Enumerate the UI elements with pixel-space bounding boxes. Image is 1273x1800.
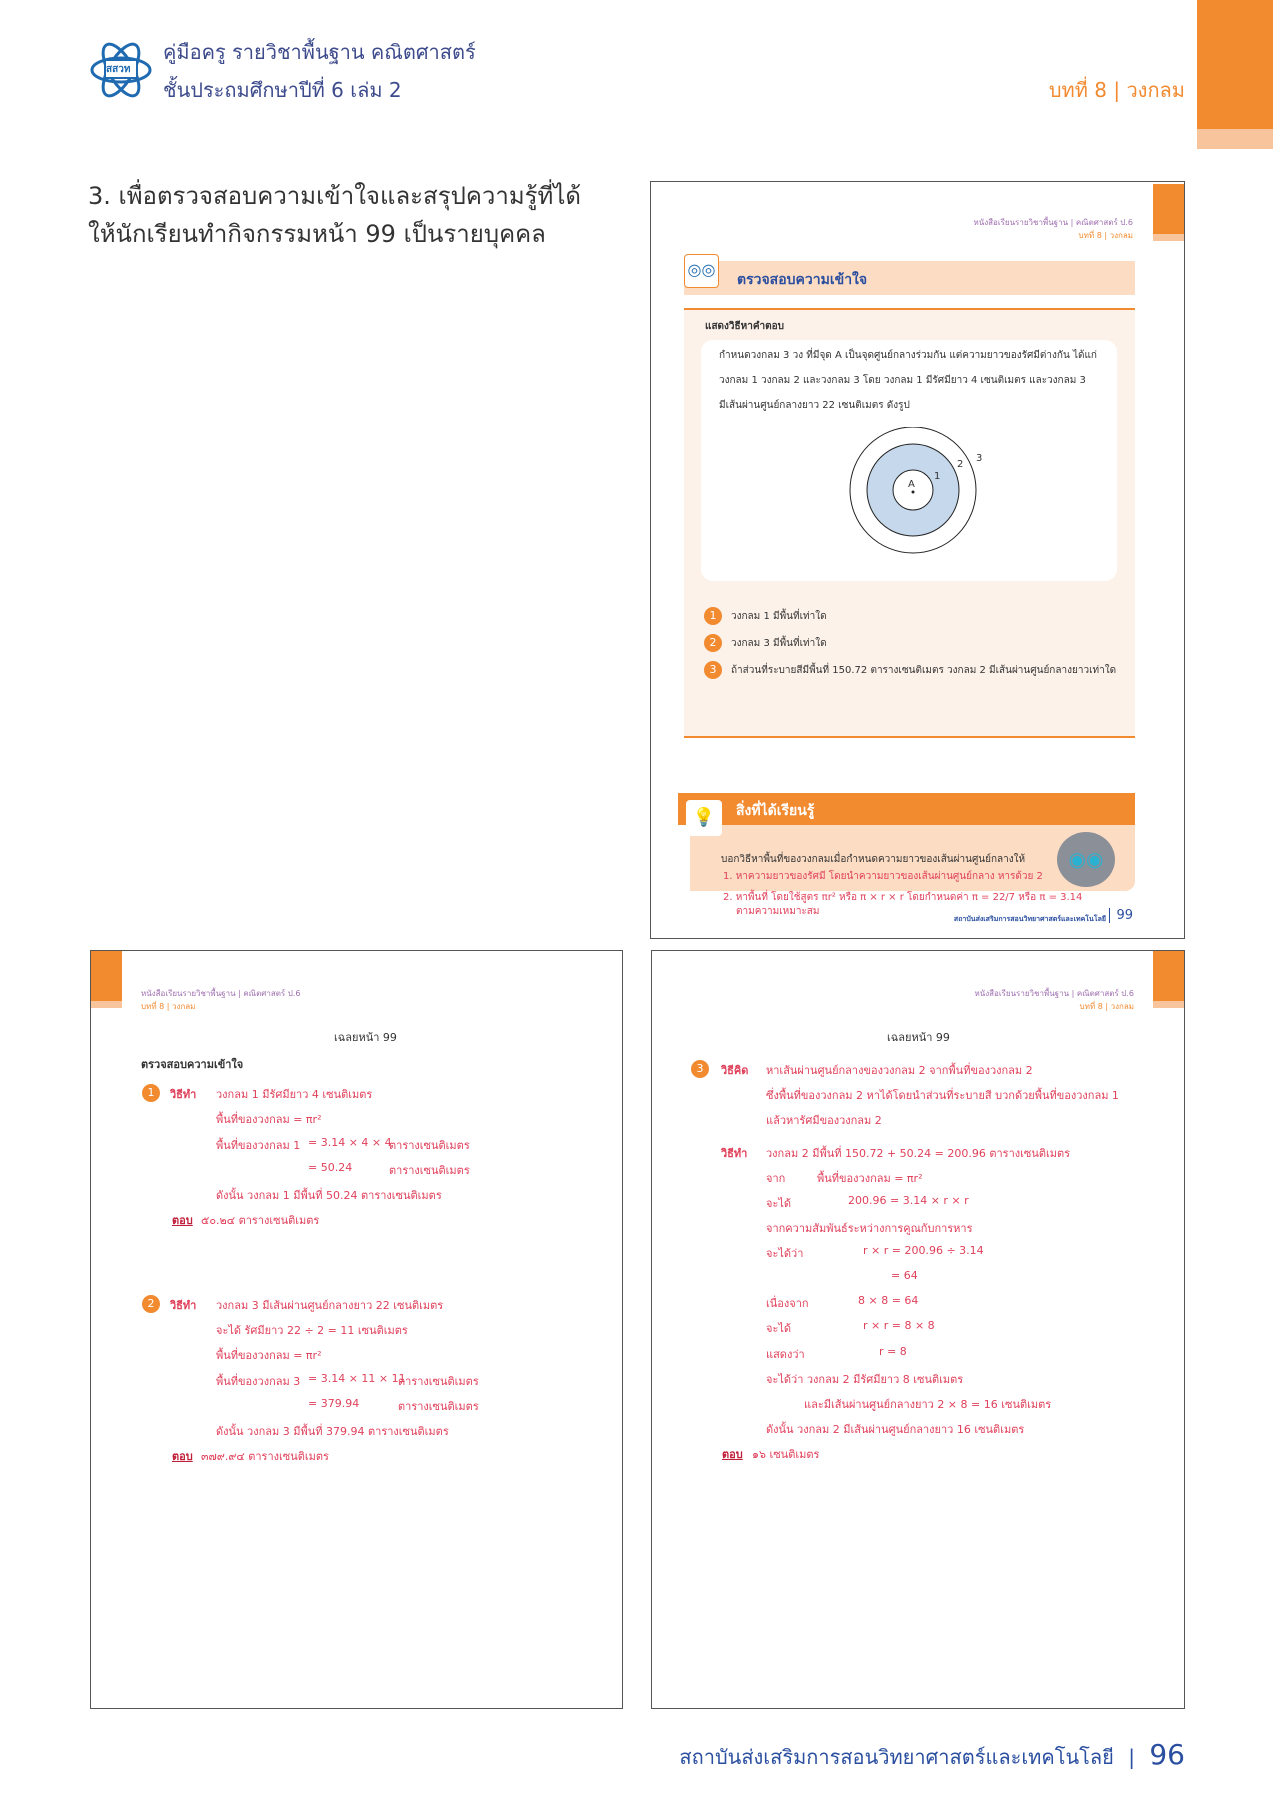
solution-line: วงกลม 2 มีพื้นที่ 150.72 + 50.24 = 200.96 ตารางเซนติเมตร (766, 1147, 1071, 1160)
solution-line: วงกลม 3 มีเส้นผ่านศูนย์กลางยาว 22 เซนติเมตร (216, 1299, 444, 1312)
student-page-99 (650, 181, 1185, 939)
solution-line: แสดงว่า (766, 1348, 805, 1361)
problem-line: มีเส้นผ่านศูนย์กลางยาว 22 เซนติเมตร ดังรูป (719, 400, 910, 411)
question-number: 2 (704, 634, 722, 652)
solution-line: ดังนั้น วงกลม 2 มีเส้นผ่านศูนย์กลางยาว 16 เซนติเมตร (766, 1423, 1025, 1436)
answer-value: ๑๖ เซนติเมตร (752, 1448, 820, 1461)
question-number: 1 (704, 607, 722, 625)
solution-line: พื้นที่ของวงกลม = πr² (817, 1172, 923, 1185)
chapter-label: บทที่ 8 | วงกลม (1048, 78, 1185, 102)
method-label: วิธีทำ (170, 1299, 197, 1312)
answer-page-left (90, 950, 623, 1709)
method-label: วิธีทำ (170, 1088, 197, 1101)
question-number: 3 (704, 661, 722, 679)
center-point (912, 491, 915, 494)
page-header-book: หนังสือเรียนรายวิชาพื้นฐาน | คณิตศาสตร์ ป.6 (141, 989, 301, 998)
solution-line: = 379.94 (308, 1397, 360, 1410)
section-subtitle: แสดงวิธีหาคำตอบ (705, 321, 785, 332)
solution-line: = 50.24 (308, 1161, 353, 1174)
page-footer-org: สถาบันส่งเสริมการสอนวิทยาศาสตร์และเทคโนโลยี (953, 915, 1106, 923)
footer-org: สถาบันส่งเสริมการสอนวิทยาศาสตร์และเทคโนโลยี (679, 1745, 1114, 1769)
footer-separator: | (1128, 1745, 1135, 1769)
learned-point: 1. หาความยาวของรัศมี โดยนำความยาวของเส้นผ่านศูนย์กลาง หารด้วย 2 (723, 871, 1043, 882)
learned-point: 2. หาพื้นที่ โดยใช้สูตร πr² หรือ π × r × r โดยกำหนดค่า π = 22/7 หรือ π = 3.14 (723, 892, 1083, 903)
concentric-circles-diagram (846, 427, 986, 567)
solution-line: = 3.14 × 4 × 4 (308, 1136, 392, 1149)
solution-line: ซึ่งพื้นที่ของวงกลม 2 หาได้โดยนำส่วนที่ระบายสี บวกด้วยพื้นที่ของวงกลม 1 (766, 1089, 1119, 1102)
solution-line: r × r = 200.96 ÷ 3.14 (863, 1244, 984, 1257)
solution-unit: ตารางเซนติเมตร (398, 1375, 479, 1388)
answer-section: ตรวจสอบความเข้าใจ (141, 1058, 244, 1071)
page-header-chapter: บทที่ 8 | วงกลม (1078, 231, 1133, 240)
solution-line: พื้นที่ของวงกลม 3 (216, 1375, 301, 1388)
label-1: 1 (934, 471, 941, 482)
solution-line: ดังนั้น วงกลม 1 มีพื้นที่ 50.24 ตารางเซนติเมตร (216, 1189, 442, 1202)
circle-1 (893, 470, 933, 510)
page-tab (1153, 951, 1184, 1008)
label-2: 2 (957, 459, 964, 470)
answer-number: 3 (691, 1060, 709, 1078)
ipst-logo (90, 36, 152, 104)
solution-line: แล้วหารัศมีของวงกลม 2 (766, 1114, 882, 1127)
solution-line: พื้นที่ของวงกลม = πr² (216, 1113, 322, 1126)
owl-mascot: ◉◉ (1057, 832, 1115, 887)
answer-page-right (651, 950, 1185, 1709)
learned-title: สิ่งที่ได้เรียนรู้ (736, 803, 815, 819)
learned-point-cont: ตามความเหมาะสม (736, 906, 820, 917)
answer-label: ตอบ (172, 1214, 193, 1227)
solution-line: = 3.14 × 11 × 11 (308, 1372, 406, 1385)
answer-value: ๕๐.๒๔ ตารางเซนติเมตร (201, 1214, 320, 1227)
solution-line: 200.96 = 3.14 × r × r (848, 1194, 969, 1207)
solution-line: เนื่องจาก (766, 1297, 809, 1310)
instruction-line-2: ให้นักเรียนทำกิจกรรมหน้า 99 เป็นรายบุคคล (88, 220, 546, 248)
solution-line: จะได้ (766, 1322, 792, 1335)
question-text: วงกลม 1 มีพื้นที่เท่าใด (731, 611, 827, 622)
solution-line: = 64 (891, 1269, 918, 1282)
solution-line: จาก (766, 1172, 786, 1185)
solution-line: วงกลม 1 มีรัศมียาว 4 เซนติเมตร (216, 1088, 373, 1101)
header-title: คู่มือครู รายวิชาพื้นฐาน คณิตศาสตร์ (163, 40, 476, 64)
solution-line: r = 8 (879, 1345, 907, 1358)
question-text: ถ้าส่วนที่ระบายสีมีพื้นที่ 150.72 ตารางเซนติเมตร วงกลม 2 มีเส้นผ่านศูนย์กลางยาวเท่าใด (731, 665, 1117, 676)
page-tab (91, 951, 122, 1008)
answer-title: เฉลยหน้า 99 (887, 1031, 950, 1044)
page-header-book: หนังสือเรียนรายวิชาพื้นฐาน | คณิตศาสตร์ ป.6 (974, 989, 1134, 998)
solution-line: r × r = 8 × 8 (863, 1319, 935, 1332)
header-subtitle: ชั้นประถมศึกษาปีที่ 6 เล่ม 2 (163, 78, 402, 102)
solution-line: และมีเส้นผ่านศูนย์กลางยาว 2 × 8 = 16 เซนติเมตร (804, 1398, 1052, 1411)
page-footer-number: 99 (1109, 908, 1133, 923)
solution-line: พื้นที่ของวงกลม = πr² (216, 1349, 322, 1362)
logo-text: สสวท (106, 64, 131, 75)
answer-title: เฉลยหน้า 99 (334, 1031, 397, 1044)
solution-line: หาเส้นผ่านศูนย์กลางของวงกลม 2 จากพื้นที่ของวงกลม 2 (766, 1064, 1033, 1077)
label-3: 3 (976, 453, 983, 464)
problem-line: กำหนดวงกลม 3 วง ที่มีจุด A เป็นจุดศูนย์กลางร่วมกัน แต่ความยาวของรัศมีต่างกัน ได้แก่ (719, 350, 1097, 361)
answer-label: ตอบ (722, 1448, 743, 1461)
think-label: วิธีคิด (721, 1064, 749, 1077)
method-label: วิธีทำ (721, 1147, 748, 1160)
page-header-book: หนังสือเรียนรายวิชาพื้นฐาน | คณิตศาสตร์ ป.6 (973, 218, 1133, 227)
solution-line: จะได้ว่า (766, 1247, 804, 1260)
solution-unit: ตารางเซนติเมตร (389, 1139, 470, 1152)
solution-unit: ตารางเซนติเมตร (389, 1164, 470, 1177)
footer-page-number: 96 (1149, 1738, 1185, 1771)
question-text: วงกลม 3 มีพื้นที่เท่าใด (731, 638, 827, 649)
section-title: ตรวจสอบความเข้าใจ (737, 272, 868, 288)
corner-tab (1197, 0, 1273, 149)
learned-intro: บอกวิธีหาพื้นที่ของวงกลมเมื่อกำหนดความยาวของเส้นผ่านศูนย์กลางให้ (721, 854, 1026, 865)
instruction-line-1: 3. เพื่อตรวจสอบความเข้าใจและสรุปความรู้ที่ได้ (88, 182, 582, 210)
problem-line: วงกลม 1 วงกลม 2 และวงกลม 3 โดย วงกลม 1 มีรัศมียาว 4 เซนติเมตร และวงกลม 3 (719, 375, 1086, 386)
lightbulb-book-icon: 💡 (686, 800, 722, 836)
page-tab (1153, 184, 1184, 241)
answer-value: ๓๗๙.๙๔ ตารางเซนติเมตร (201, 1450, 329, 1463)
answer-number: 1 (142, 1084, 160, 1102)
solution-line: จะได้ (766, 1197, 792, 1210)
solution-line: จะได้ว่า วงกลม 2 มีรัศมียาว 8 เซนติเมตร (766, 1373, 964, 1386)
answer-number: 2 (142, 1295, 160, 1313)
glasses-icon: ◎◎ (684, 254, 719, 288)
label-a: A (908, 479, 915, 490)
answer-label: ตอบ (172, 1450, 193, 1463)
solution-line: ดังนั้น วงกลม 3 มีพื้นที่ 379.94 ตารางเซนติเมตร (216, 1425, 449, 1438)
footer (679, 1738, 1185, 1773)
solution-line: 8 × 8 = 64 (858, 1294, 919, 1307)
page-header-chapter: บทที่ 8 | วงกลม (141, 1002, 196, 1011)
solution-line: พื้นที่ของวงกลม 1 (216, 1139, 301, 1152)
page-header-chapter: บทที่ 8 | วงกลม (1079, 1002, 1134, 1011)
solution-line: จากความสัมพันธ์ระหว่างการคูณกับการหาร (766, 1222, 973, 1235)
solution-line: จะได้ รัศมียาว 22 ÷ 2 = 11 เซนติเมตร (216, 1324, 408, 1337)
solution-unit: ตารางเซนติเมตร (398, 1400, 479, 1413)
